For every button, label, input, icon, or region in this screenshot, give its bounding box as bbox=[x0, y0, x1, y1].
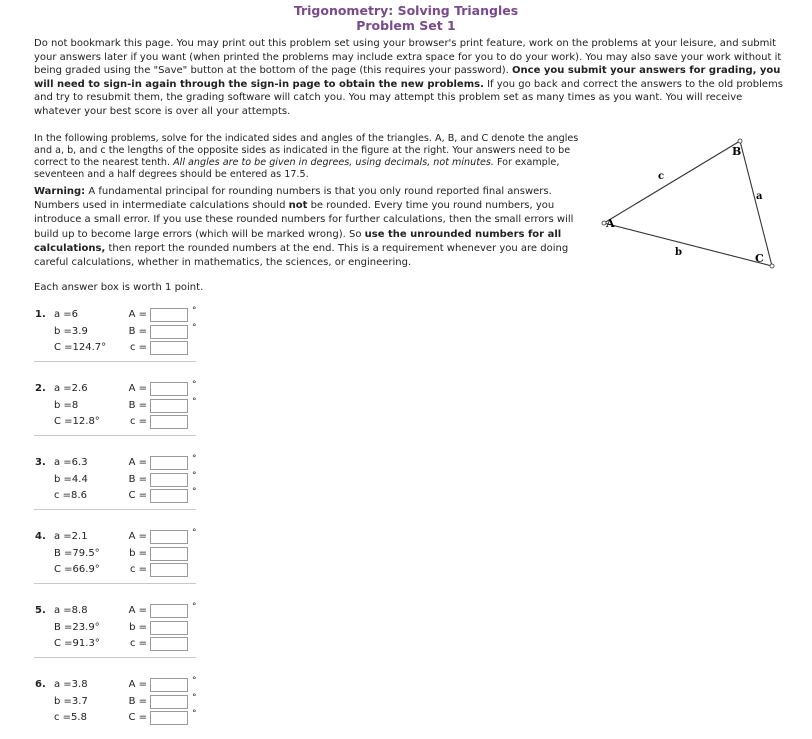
answer-label: B = bbox=[128, 474, 147, 485]
answer-input[interactable] bbox=[150, 456, 188, 470]
answer-label: c = bbox=[129, 564, 147, 575]
answer-input[interactable] bbox=[150, 382, 188, 396]
answer-input[interactable] bbox=[150, 678, 188, 692]
problem-number: 6. bbox=[35, 679, 46, 690]
degree-unit: ° bbox=[192, 602, 197, 612]
answer-input[interactable] bbox=[150, 325, 188, 339]
side-b-label: b bbox=[675, 247, 682, 258]
answer-input[interactable] bbox=[150, 415, 188, 429]
warning-text-1: A fundamental principal for rounding numbers is that you only round reported final answers. Numbers used in intermediate calculations should bbox=[34, 186, 552, 212]
problem-4 bbox=[34, 528, 197, 591]
vertex-b-label: B bbox=[732, 145, 742, 158]
problem-divider bbox=[34, 435, 196, 436]
title-line-2: Problem Set 1 bbox=[356, 18, 456, 33]
problem-3 bbox=[34, 454, 197, 517]
given-value: C =66.9° bbox=[54, 564, 100, 575]
problem-number: 4. bbox=[35, 531, 46, 542]
answer-label: b = bbox=[129, 622, 147, 633]
warning-text-2: be rounded. Every time you round numbers, you introduce a small error. If you use these rounded numbers for further calculations, then the small errors will build up to become large errors (which will be marked wrong). So bbox=[34, 200, 574, 240]
vertex-a-label: A bbox=[606, 217, 615, 230]
intro-paragraph bbox=[34, 37, 784, 119]
degree-unit: ° bbox=[192, 676, 197, 686]
answer-input[interactable] bbox=[150, 341, 188, 355]
degree-unit: ° bbox=[192, 487, 197, 497]
answer-label: C = bbox=[128, 490, 147, 501]
answer-input[interactable] bbox=[150, 530, 188, 544]
answer-label: B = bbox=[128, 326, 147, 337]
warning-label: Warning: bbox=[34, 186, 86, 197]
answer-label: c = bbox=[129, 416, 147, 427]
problem-divider bbox=[34, 361, 196, 362]
given-value: a =6 bbox=[54, 309, 79, 320]
answer-input[interactable] bbox=[150, 604, 188, 618]
degree-unit: ° bbox=[192, 380, 197, 390]
instructions-text-2: For example, seventeen and a half degrees should be entered as 17.5. bbox=[34, 157, 560, 180]
page-title bbox=[0, 3, 812, 33]
answer-label: A = bbox=[128, 309, 147, 320]
vertex-c-dot bbox=[770, 264, 774, 268]
answer-input[interactable] bbox=[150, 695, 188, 709]
side-c-label: c bbox=[658, 171, 665, 182]
given-value: C =124.7° bbox=[54, 342, 107, 353]
given-value: b =3.9 bbox=[54, 326, 88, 337]
given-value: c =5.8 bbox=[54, 712, 87, 723]
given-value: C =12.8° bbox=[54, 416, 100, 427]
given-value: a =8.8 bbox=[54, 605, 88, 616]
problem-1 bbox=[34, 306, 197, 369]
degree-unit: ° bbox=[192, 323, 197, 333]
answer-label: B = bbox=[128, 400, 147, 411]
given-value: b =3.7 bbox=[54, 696, 88, 707]
given-value: c =8.6 bbox=[54, 490, 87, 501]
answer-input[interactable] bbox=[150, 399, 188, 413]
intro-bold-text: Once you submit your answers for grading, you will need to sign-in again through the sign-in page to obtain the new problems. bbox=[34, 65, 781, 90]
problem-divider bbox=[34, 583, 196, 584]
points-note: Each answer box is worth 1 point. bbox=[34, 282, 204, 293]
answer-label: A = bbox=[128, 457, 147, 468]
triangle-outline bbox=[604, 141, 772, 266]
vertex-c-label: C bbox=[755, 252, 764, 265]
instructions-italic: All angles are to be given in degrees, using decimals, not minutes. bbox=[173, 157, 494, 168]
problem-divider bbox=[34, 509, 196, 510]
given-value: a =2.1 bbox=[54, 531, 88, 542]
warning-not: not bbox=[288, 200, 308, 212]
intro-text-2: If you go back and correct the answers to the old problems and try to resubmit them, the grading software will catch you. You may attempt this problem set as many times as you want. You will receive whatever your best score is over all your attempts. bbox=[34, 78, 783, 117]
warning-paragraph bbox=[34, 185, 586, 270]
degree-unit: ° bbox=[192, 397, 197, 407]
answer-label: c = bbox=[129, 342, 147, 353]
answer-label: B = bbox=[128, 696, 147, 707]
answer-input[interactable] bbox=[150, 308, 188, 322]
intro-text-1: Do not bookmark this page. You may print out this problem set using your browser's print feature, work on the problems at your leisure, and submit your answers later if you want (when printed the problems may include extra space for you to do your work). You may also save your work without it being graded using the "Save" button at the bottom of the page (this requires your password). bbox=[34, 38, 782, 77]
given-value: a =3.8 bbox=[54, 679, 88, 690]
degree-unit: ° bbox=[192, 709, 197, 719]
given-value: B =23.9° bbox=[54, 622, 100, 633]
warning-text-3: then report the rounded numbers at the end. This is a requirement whenever you are doing careful calculations, whether in mathematics, the sciences, or engineering. bbox=[34, 242, 569, 269]
problem-number: 2. bbox=[35, 383, 46, 394]
answer-label: b = bbox=[129, 548, 147, 559]
triangle-figure bbox=[594, 135, 784, 271]
problem-number: 3. bbox=[35, 457, 46, 468]
answer-label: c = bbox=[129, 638, 147, 649]
given-value: B =79.5° bbox=[54, 548, 100, 559]
answer-input[interactable] bbox=[150, 489, 188, 503]
problem-2 bbox=[34, 380, 197, 443]
warning-bold: use the unrounded numbers for all calculations, bbox=[34, 228, 562, 254]
problem-number: 1. bbox=[35, 309, 46, 320]
given-value: a =2.6 bbox=[54, 383, 88, 394]
side-a-label: a bbox=[756, 191, 763, 202]
degree-unit: ° bbox=[192, 306, 197, 316]
answer-input[interactable] bbox=[150, 711, 188, 725]
given-value: C =91.3° bbox=[54, 638, 100, 649]
answer-label: C = bbox=[128, 712, 147, 723]
problem-5 bbox=[34, 602, 197, 665]
instructions-text: In the following problems, solve for the indicated sides and angles of the triangles. A, B, and C denote the angles and a, b, and c the lengths of the opposite sides as indicated in the figure at the right. Your answers need to be correct to the nearest tenth. bbox=[34, 133, 579, 168]
degree-unit: ° bbox=[192, 693, 197, 703]
answer-input[interactable] bbox=[150, 473, 188, 487]
degree-unit: ° bbox=[192, 471, 197, 481]
problem-6 bbox=[34, 676, 197, 739]
problem-number: 5. bbox=[35, 605, 46, 616]
answer-input[interactable] bbox=[150, 637, 188, 651]
answer-label: A = bbox=[128, 605, 147, 616]
answer-input[interactable] bbox=[150, 621, 188, 635]
given-value: b =4.4 bbox=[54, 474, 88, 485]
answer-label: A = bbox=[128, 679, 147, 690]
degree-unit: ° bbox=[192, 528, 197, 538]
answer-label: A = bbox=[128, 531, 147, 542]
answer-input[interactable] bbox=[150, 563, 188, 577]
title-line-1: Trigonometry: Solving Triangles bbox=[293, 3, 519, 18]
problem-divider bbox=[34, 657, 196, 658]
instructions-paragraph bbox=[34, 133, 584, 181]
degree-unit: ° bbox=[192, 454, 197, 464]
answer-input[interactable] bbox=[150, 547, 188, 561]
vertex-b-dot bbox=[738, 139, 742, 143]
given-value: b =8 bbox=[54, 400, 79, 411]
given-value: a =6.3 bbox=[54, 457, 88, 468]
answer-label: A = bbox=[128, 383, 147, 394]
